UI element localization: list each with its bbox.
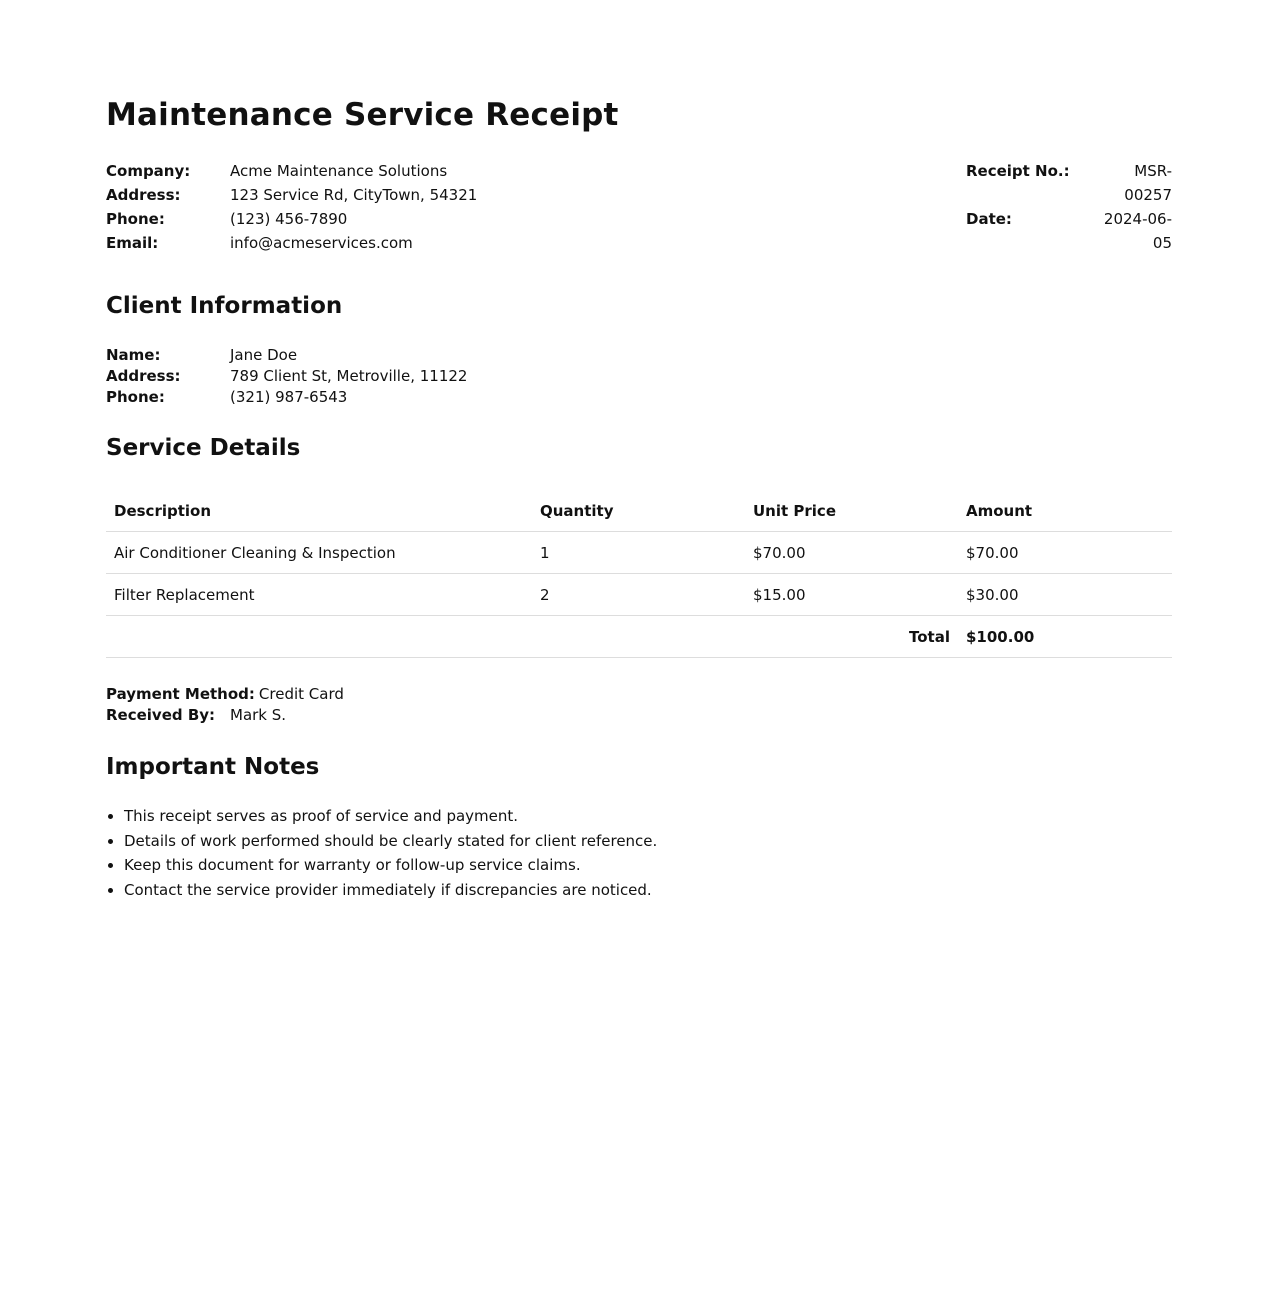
company-phone-value: (123) 456-7890 xyxy=(230,210,348,228)
client-name-label: Name: xyxy=(106,346,161,364)
company-email-value: info@acmeservices.com xyxy=(230,234,413,252)
total-label: Total xyxy=(106,616,958,658)
company-email-label: Email: xyxy=(106,234,159,252)
receipt-number-value: MSR-00257 xyxy=(1124,162,1172,204)
list-item: • This receipt serves as proof of service and payment. xyxy=(124,804,1172,829)
column-header-quantity: Quantity xyxy=(532,491,745,532)
received-by-row xyxy=(106,705,1172,726)
payment-method-label: Payment Method: xyxy=(106,685,255,703)
received-by-label: Received By: xyxy=(106,706,216,724)
cell-quantity: 1 xyxy=(532,532,745,574)
client-address-label: Address: xyxy=(106,367,181,385)
receipt-number-label: Receipt No.: xyxy=(966,162,1070,180)
column-header-description: Description xyxy=(106,491,532,532)
notes-section-heading: Important Notes xyxy=(106,754,320,780)
page-title: Maintenance Service Receipt xyxy=(106,97,619,133)
client-info xyxy=(106,345,1172,408)
table-row xyxy=(106,574,1172,616)
column-header-unit-price: Unit Price xyxy=(745,491,958,532)
cell-unit-price: $70.00 xyxy=(745,532,958,574)
notes-list xyxy=(106,804,1172,903)
receipt-date-value: 2024-06-05 xyxy=(1103,210,1172,252)
company-value: Acme Maintenance Solutions xyxy=(230,162,448,180)
list-item: • Details of work performed should be clearly stated for client reference. xyxy=(124,829,1172,854)
company-label: Company: xyxy=(106,162,191,180)
client-phone-label: Phone: xyxy=(106,388,165,406)
client-address-value: 789 Client St, Metroville, 11122 xyxy=(230,367,468,385)
company-address-value: 123 Service Rd, CityTown, 54321 xyxy=(230,186,478,204)
receipt-page xyxy=(106,0,1172,903)
payment-method-row xyxy=(106,684,1172,705)
cell-description: Air Conditioner Cleaning & Inspection xyxy=(106,532,532,574)
list-item: • Contact the service provider immediately if discrepancies are noticed. xyxy=(124,878,1172,903)
table-row xyxy=(106,532,1172,574)
total-row xyxy=(106,616,1172,658)
receipt-info xyxy=(966,159,1172,255)
cell-quantity: 2 xyxy=(532,574,745,616)
header-info xyxy=(106,159,1172,255)
cell-amount: $70.00 xyxy=(958,532,1172,574)
company-address-label: Address: xyxy=(106,186,181,204)
service-section-heading: Service Details xyxy=(106,435,301,461)
column-header-amount: Amount xyxy=(958,491,1172,532)
service-table xyxy=(106,491,1172,658)
receipt-date-label: Date: xyxy=(966,210,1012,228)
client-name-value: Jane Doe xyxy=(230,346,298,364)
client-phone-value: (321) 987-6543 xyxy=(230,388,348,406)
list-item: • Keep this document for warranty or follow-up service claims. xyxy=(124,853,1172,878)
received-by-value: Mark S. xyxy=(230,706,287,724)
company-info xyxy=(106,159,477,255)
client-section-heading: Client Information xyxy=(106,293,343,319)
table-header-row xyxy=(106,491,1172,532)
payment-method-value: Credit Card xyxy=(258,685,344,703)
company-phone-label: Phone: xyxy=(106,210,165,228)
total-value: $100.00 xyxy=(958,616,1172,658)
cell-unit-price: $15.00 xyxy=(745,574,958,616)
cell-description: Filter Replacement xyxy=(106,574,532,616)
payment-info xyxy=(106,684,1172,726)
cell-amount: $30.00 xyxy=(958,574,1172,616)
